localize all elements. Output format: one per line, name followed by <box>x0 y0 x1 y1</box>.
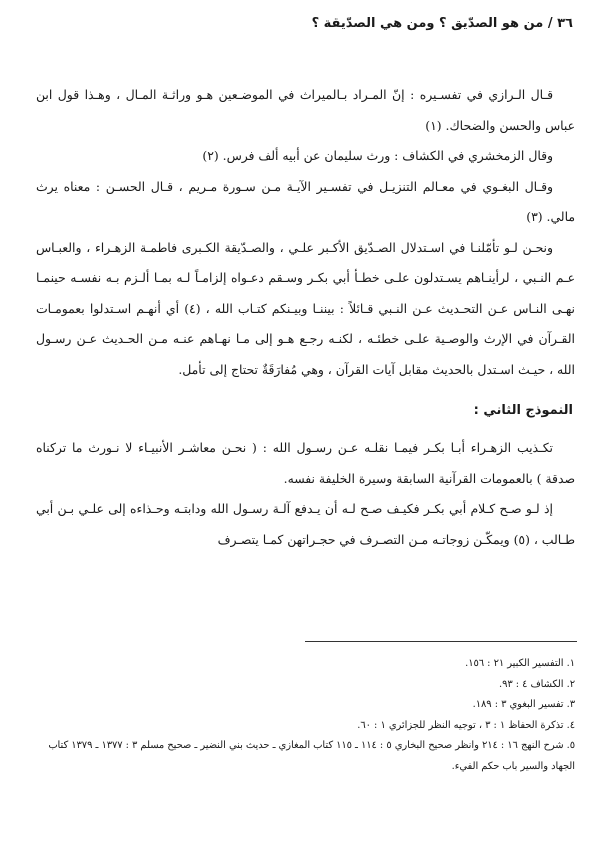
footnotes <box>36 654 575 777</box>
paragraph-idh-law: إذ لـو صـح كـلام أبي بكـر فكيـف صـح لـه أن يـدفع آلـة رسـول الله ودابتـه وحـذاءه إلى علـي بـن أبي طـالب ، (٥) ويمكّـن زوجاتـه مـن التصـرف في حجـراتهن كمـا يتصـرف <box>36 501 575 547</box>
paragraph-takdhib: تكـذيب الزهـراء أبـا بكـر فيمـا نقلـه عـن رسـول الله : ( نحـن معاشـر الأنبيـاء لا نـورث ما تركناه صدقة ) بالعمومات القرآنية السابقة وسيرة الخليفة نفسه. <box>36 440 575 486</box>
paragraph-razi: قـال الـرازي في تفسـيره : إنّ المـراد بـالميراث في الموضـعين هـو وراثـة المـال ، وهـذا قول ابن عباس والحسن والضحاك. (١) <box>36 87 575 133</box>
footnote-1: ١. التفسير الكبير ٢١ : ١٥٦. <box>465 658 575 669</box>
body-text <box>36 80 575 555</box>
running-header: ٣٦ / من هو الصدّيق ؟ ومن هي الصدّيقة ؟ <box>311 16 573 31</box>
footnote-3: ٣. تفسير البغوي ٣ : ١٨٩. <box>472 699 575 710</box>
paragraph-baghawi: وقـال البغـوي في معـالم التنزيـل في تفسـير الآيـة مـن سـورة مـريم ، قـال الحسـن : معناه يرث مالي. (٣) <box>36 178 575 224</box>
footnote-4: ٤. تذكرة الحفاظ ١ : ٣ ، توجيه النظر للجزائري ١ : ٦٠. <box>357 719 575 731</box>
footnote-2: ٢. الكشاف ٤ : ٩٣. <box>498 678 575 690</box>
section-heading: النموذج الثاني : <box>473 403 573 418</box>
spacer <box>36 385 575 393</box>
footnote-divider <box>305 641 577 642</box>
footnote-5: ٥. شرح النهج ١٦ : ٢١٤ وانظر صحيح البخاري ٥ : ١١٤ ـ ١١٥ كتاب المغازي ـ حديث بني النضير ـ صحيح مسلم ٣ : ١٣٧٧ ـ ١٣٧٩ كتاب الجهاد والسير باب حكم الفيء. <box>48 740 575 772</box>
paragraph-argument: ونحـن لـو تأمّلنـا في اسـتدلال الصـدّيق الأكـبر علـي ، والصـدّيقة الكـبرى فاطمـة الزهـراء ، والعبـاس عـم النـبي ، لرأينـاهم يسـتدلون علـى خطـأ أبي بكـر وسـقم دعـواه إلزامـاً لـه بمـا ألـزم بـه نفسـه حينمـا نهـى النـاس عـن التحـديث عـن النـبي قـائلاً : بيننـا وبيـنكم كتـاب الله ، (٤) أي أنهـم اسـتدلوا بعمومـات القـرآن في الإرث والوصـية علـى خطئـه ، لكنـه رجـع هـو إلى مـا نهـاهم عنـه مـن الحـديث عـن رسـول الله ، حيـث اسـتدل بالحديث مقابل آيات القرآن ، وهي مُفارَقَةٌ تحتاج إلى تأمل. <box>36 239 575 377</box>
paragraph-zamakhshari: وقال الزمخشري في الكشاف : ورث سليمان عن أبيه ألف فرس. (٢) <box>202 148 553 163</box>
